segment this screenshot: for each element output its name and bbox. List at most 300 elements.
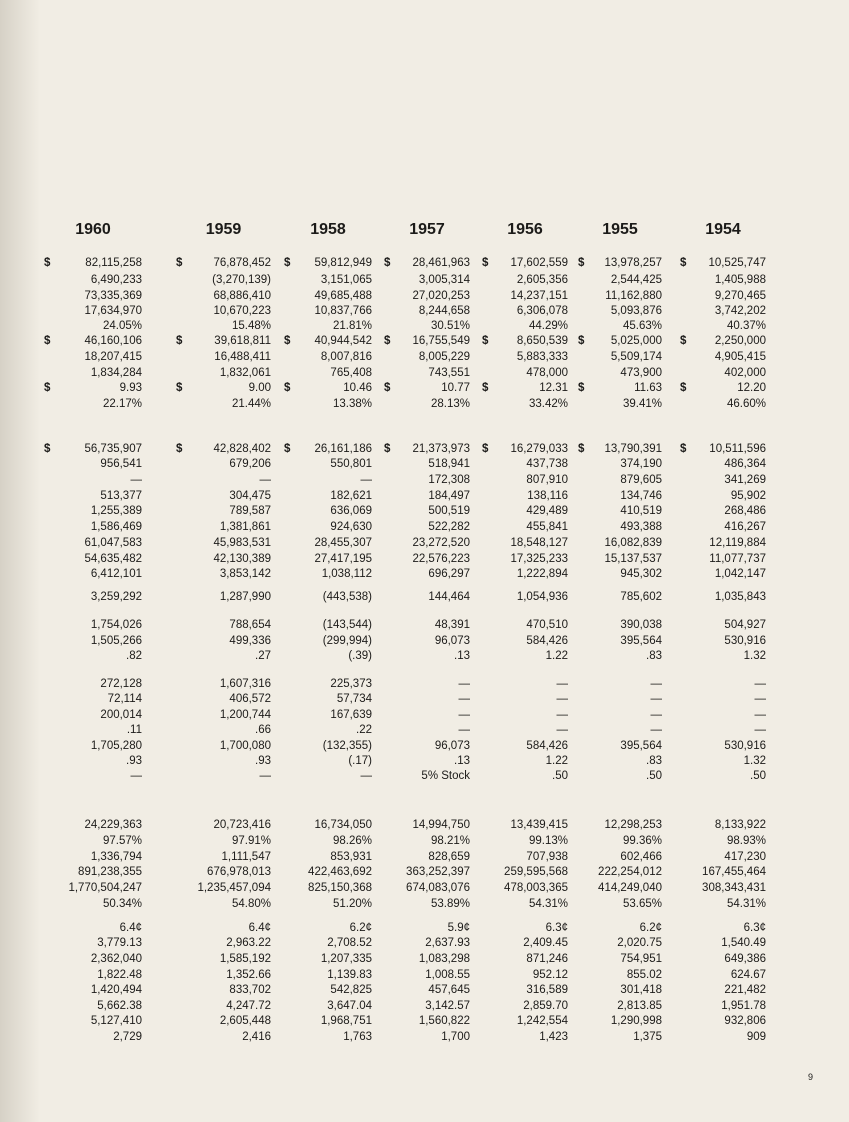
cell-value: 1,832,061 bbox=[219, 367, 271, 379]
table-cell bbox=[176, 397, 271, 411]
table-cell bbox=[578, 921, 662, 935]
cell-value: 53.65% bbox=[622, 898, 662, 910]
table-cell bbox=[176, 536, 271, 550]
table-cell bbox=[384, 754, 470, 768]
table-cell bbox=[578, 634, 662, 648]
cell-value: 825,150,368 bbox=[308, 882, 372, 894]
cell-value: 1,242,554 bbox=[516, 1015, 568, 1027]
table-cell bbox=[578, 366, 662, 380]
table-cell bbox=[44, 723, 142, 737]
cell-value: 12.20 bbox=[737, 382, 766, 394]
table-cell bbox=[680, 677, 766, 691]
cell-value: 16,755,549 bbox=[412, 335, 470, 347]
table-cell bbox=[578, 769, 662, 783]
cell-value: 5,662.38 bbox=[97, 1000, 142, 1012]
table-cell bbox=[384, 850, 470, 864]
table-cell bbox=[680, 618, 766, 632]
table-cell bbox=[284, 921, 372, 935]
cell-value: 500,519 bbox=[428, 505, 470, 517]
cell-value: 28.13% bbox=[430, 398, 470, 410]
table-cell bbox=[578, 881, 662, 895]
table-cell bbox=[176, 273, 271, 287]
table-cell bbox=[482, 677, 568, 691]
table-cell bbox=[284, 256, 372, 270]
cell-value: 40,944,542 bbox=[314, 335, 372, 347]
cell-value: 182,621 bbox=[330, 490, 372, 502]
cell-value: 57,734 bbox=[336, 693, 372, 705]
cell-value: 11.63 bbox=[634, 382, 662, 394]
table-cell bbox=[578, 520, 662, 534]
year-column-1958 bbox=[284, 0, 372, 1100]
cell-value: 1,235,457,094 bbox=[197, 882, 271, 894]
cell-value: 1,607,316 bbox=[219, 678, 271, 690]
table-cell bbox=[482, 334, 568, 348]
table-cell bbox=[284, 1014, 372, 1028]
table-cell bbox=[44, 552, 142, 566]
table-cell bbox=[482, 692, 568, 706]
table-cell bbox=[680, 708, 766, 722]
table-cell bbox=[44, 304, 142, 318]
cell-value: 6,490,233 bbox=[90, 274, 142, 286]
cell-value: 530,916 bbox=[724, 740, 766, 752]
table-cell bbox=[176, 304, 271, 318]
cell-value: 97.57% bbox=[102, 835, 142, 847]
table-cell bbox=[578, 936, 662, 950]
table-cell bbox=[176, 834, 271, 848]
cell-value: 5,883,333 bbox=[516, 351, 568, 363]
table-cell bbox=[44, 850, 142, 864]
dollar-sign: $ bbox=[44, 335, 51, 347]
cell-value: 134,746 bbox=[620, 490, 662, 502]
cell-value: 674,083,076 bbox=[406, 882, 470, 894]
cell-value: 22,576,223 bbox=[412, 553, 470, 565]
cell-value: 707,938 bbox=[526, 851, 568, 863]
table-cell bbox=[680, 952, 766, 966]
table-cell bbox=[578, 708, 662, 722]
cell-value: 6.4¢ bbox=[248, 922, 271, 934]
cell-value: 2,416 bbox=[242, 1031, 271, 1043]
cell-value: (443,538) bbox=[322, 591, 372, 603]
cell-value: 754,951 bbox=[620, 953, 662, 965]
cell-value: 486,364 bbox=[724, 458, 766, 470]
cell-value: 15.48% bbox=[231, 320, 271, 332]
table-cell bbox=[578, 442, 662, 456]
cell-value: 272,128 bbox=[100, 678, 142, 690]
cell-value: 24,229,363 bbox=[84, 819, 142, 831]
cell-value: 144,464 bbox=[428, 591, 470, 603]
cell-value: 374,190 bbox=[620, 458, 662, 470]
table-cell bbox=[680, 334, 766, 348]
cell-value: 5,025,000 bbox=[610, 335, 662, 347]
cell-value: 696,297 bbox=[428, 568, 470, 580]
table-cell bbox=[482, 708, 568, 722]
table-cell bbox=[384, 818, 470, 832]
table-cell bbox=[680, 881, 766, 895]
cell-value: 28,455,307 bbox=[314, 537, 372, 549]
table-cell bbox=[284, 677, 372, 691]
cell-value: 4,905,415 bbox=[714, 351, 766, 363]
table-cell bbox=[482, 649, 568, 663]
table-cell bbox=[176, 618, 271, 632]
dollar-sign: $ bbox=[482, 382, 489, 394]
cell-value: 10,670,223 bbox=[213, 305, 271, 317]
table-cell bbox=[578, 818, 662, 832]
cell-value: 9.00 bbox=[248, 382, 271, 394]
table-cell bbox=[284, 350, 372, 364]
table-cell bbox=[578, 865, 662, 879]
table-cell bbox=[284, 952, 372, 966]
table-cell bbox=[284, 381, 372, 395]
table-cell bbox=[44, 677, 142, 691]
table-cell bbox=[284, 304, 372, 318]
cell-value: 6.3¢ bbox=[545, 922, 568, 934]
cell-value: 167,639 bbox=[330, 709, 372, 721]
cell-value: 15,137,537 bbox=[604, 553, 662, 565]
table-cell bbox=[482, 850, 568, 864]
cell-value: 22.17% bbox=[102, 398, 142, 410]
cell-value: (132,355) bbox=[322, 740, 372, 752]
year-header: 1958 bbox=[310, 221, 346, 238]
table-cell bbox=[284, 834, 372, 848]
table-cell bbox=[680, 304, 766, 318]
cell-value: 259,595,568 bbox=[504, 866, 568, 878]
table-cell bbox=[176, 1014, 271, 1028]
dollar-sign: $ bbox=[176, 443, 183, 455]
table-cell bbox=[680, 552, 766, 566]
cell-value: 871,246 bbox=[526, 953, 568, 965]
cell-value: 13,790,391 bbox=[604, 443, 662, 455]
table-cell bbox=[384, 350, 470, 364]
table-cell bbox=[384, 442, 470, 456]
dollar-sign: $ bbox=[578, 335, 585, 347]
cell-value: 8,007,816 bbox=[320, 351, 372, 363]
cell-value: 414,249,040 bbox=[598, 882, 662, 894]
cell-value: 499,336 bbox=[229, 635, 271, 647]
table-cell bbox=[482, 504, 568, 518]
cell-value: 437,738 bbox=[526, 458, 568, 470]
table-cell bbox=[176, 520, 271, 534]
table-cell bbox=[44, 921, 142, 935]
cell-value: 225,373 bbox=[330, 678, 372, 690]
table-cell bbox=[176, 999, 271, 1013]
dollar-sign: $ bbox=[176, 382, 183, 394]
table-cell bbox=[176, 504, 271, 518]
cell-value: 649,386 bbox=[724, 953, 766, 965]
table-cell bbox=[482, 834, 568, 848]
cell-value: .83 bbox=[646, 650, 662, 662]
table-cell bbox=[578, 1014, 662, 1028]
year-header: 1959 bbox=[205, 221, 242, 238]
cell-value: 50.34% bbox=[102, 898, 142, 910]
table-cell bbox=[482, 865, 568, 879]
cell-value: — bbox=[360, 474, 372, 486]
table-cell bbox=[44, 897, 142, 911]
table-cell bbox=[176, 708, 271, 722]
cell-value: 46.60% bbox=[726, 398, 766, 410]
table-cell bbox=[384, 457, 470, 471]
table-cell bbox=[578, 489, 662, 503]
cell-value: 422,463,692 bbox=[308, 866, 372, 878]
cell-value: 909 bbox=[746, 1031, 766, 1043]
cell-value: 82,115,258 bbox=[85, 257, 142, 269]
cell-value: 6.4¢ bbox=[119, 922, 142, 934]
cell-value: 10.77 bbox=[441, 382, 470, 394]
table-cell bbox=[578, 590, 662, 604]
table-cell bbox=[44, 881, 142, 895]
dollar-sign: $ bbox=[578, 382, 585, 394]
table-cell bbox=[482, 590, 568, 604]
cell-value: 21,373,973 bbox=[412, 443, 470, 455]
table-cell bbox=[482, 304, 568, 318]
table-cell bbox=[680, 590, 766, 604]
table-cell bbox=[176, 881, 271, 895]
dollar-sign: $ bbox=[384, 382, 391, 394]
table-cell bbox=[384, 334, 470, 348]
cell-value: 13,439,415 bbox=[510, 819, 568, 831]
cell-value: 416,267 bbox=[724, 521, 766, 533]
year-column-1959 bbox=[176, 0, 271, 1100]
table-cell bbox=[482, 921, 568, 935]
table-cell bbox=[44, 397, 142, 411]
cell-value: 16,279,033 bbox=[510, 443, 568, 455]
table-cell bbox=[384, 1014, 470, 1028]
cell-value: 10,511,596 bbox=[709, 443, 766, 455]
table-cell bbox=[578, 457, 662, 471]
table-cell bbox=[284, 999, 372, 1013]
cell-value: 28,461,963 bbox=[412, 257, 470, 269]
table-cell bbox=[176, 739, 271, 753]
table-cell bbox=[482, 366, 568, 380]
cell-value: 98.26% bbox=[332, 835, 372, 847]
table-cell bbox=[384, 723, 470, 737]
table-cell bbox=[384, 999, 470, 1013]
cell-value: 5,509,174 bbox=[610, 351, 662, 363]
table-cell bbox=[384, 921, 470, 935]
cell-value: 61,047,583 bbox=[84, 537, 142, 549]
cell-value: 27,020,253 bbox=[412, 290, 470, 302]
table-cell bbox=[44, 952, 142, 966]
table-cell bbox=[680, 366, 766, 380]
table-cell bbox=[482, 397, 568, 411]
table-cell bbox=[44, 1030, 142, 1044]
cell-value: — bbox=[458, 724, 470, 736]
cell-value: 1,420,494 bbox=[90, 984, 142, 996]
table-cell bbox=[482, 936, 568, 950]
table-cell bbox=[578, 739, 662, 753]
table-cell bbox=[176, 381, 271, 395]
cell-value: 504,927 bbox=[724, 619, 766, 631]
table-cell bbox=[680, 850, 766, 864]
cell-value: 200,014 bbox=[100, 709, 142, 721]
table-cell bbox=[44, 504, 142, 518]
table-cell bbox=[482, 999, 568, 1013]
cell-value: 40.37% bbox=[726, 320, 766, 332]
table-cell bbox=[680, 999, 766, 1013]
cell-value: — bbox=[259, 770, 271, 782]
table-cell bbox=[482, 618, 568, 632]
dollar-sign: $ bbox=[44, 382, 51, 394]
cell-value: 17,602,559 bbox=[510, 257, 568, 269]
cell-value: 679,206 bbox=[229, 458, 271, 470]
table-cell bbox=[482, 457, 568, 471]
table-cell bbox=[680, 692, 766, 706]
table-cell bbox=[284, 273, 372, 287]
cell-value: 493,388 bbox=[620, 521, 662, 533]
cell-value: — bbox=[556, 678, 568, 690]
cell-value: 42,828,402 bbox=[213, 443, 271, 455]
table-cell bbox=[44, 567, 142, 581]
cell-value: 12.31 bbox=[539, 382, 568, 394]
cell-value: 39.41% bbox=[622, 398, 662, 410]
cell-value: 12,119,884 bbox=[709, 537, 766, 549]
cell-value: 6,412,101 bbox=[90, 568, 142, 580]
table-cell bbox=[578, 1030, 662, 1044]
table-cell bbox=[482, 536, 568, 550]
cell-value: 3,151,065 bbox=[320, 274, 372, 286]
cell-value: — bbox=[754, 693, 766, 705]
table-cell bbox=[284, 723, 372, 737]
cell-value: 6,306,078 bbox=[516, 305, 568, 317]
table-cell bbox=[578, 968, 662, 982]
table-cell bbox=[482, 381, 568, 395]
cell-value: 1,834,284 bbox=[90, 367, 142, 379]
table-cell bbox=[44, 649, 142, 663]
year-column-1955 bbox=[578, 0, 662, 1100]
cell-value: 3,853,142 bbox=[219, 568, 271, 580]
table-cell bbox=[578, 319, 662, 333]
cell-value: — bbox=[259, 474, 271, 486]
cell-value: 3,779.13 bbox=[97, 937, 142, 949]
table-cell bbox=[578, 289, 662, 303]
cell-value: 3,142.57 bbox=[425, 1000, 470, 1012]
table-cell bbox=[384, 1030, 470, 1044]
year-column-1954 bbox=[680, 0, 766, 1100]
cell-value: 1,336,794 bbox=[90, 851, 142, 863]
cell-value: 68,886,410 bbox=[213, 290, 271, 302]
cell-value: 6.2¢ bbox=[639, 922, 662, 934]
table-cell bbox=[578, 983, 662, 997]
table-cell bbox=[578, 552, 662, 566]
cell-value: 1,822.48 bbox=[97, 969, 142, 981]
table-cell bbox=[44, 739, 142, 753]
cell-value: — bbox=[130, 770, 142, 782]
cell-value: (299,994) bbox=[322, 635, 372, 647]
table-cell bbox=[384, 520, 470, 534]
table-cell bbox=[578, 567, 662, 581]
table-cell bbox=[384, 366, 470, 380]
table-cell bbox=[176, 350, 271, 364]
cell-value: 5,093,876 bbox=[610, 305, 662, 317]
table-cell bbox=[44, 834, 142, 848]
table-cell bbox=[384, 397, 470, 411]
table-cell bbox=[176, 567, 271, 581]
cell-value: 20,723,416 bbox=[213, 819, 271, 831]
table-cell bbox=[384, 256, 470, 270]
cell-value: 518,941 bbox=[428, 458, 470, 470]
table-cell bbox=[284, 590, 372, 604]
cell-value: 46,160,106 bbox=[84, 335, 142, 347]
table-cell bbox=[680, 489, 766, 503]
cell-value: 2,859.70 bbox=[523, 1000, 568, 1012]
cell-value: 54.80% bbox=[231, 898, 271, 910]
dollar-sign: $ bbox=[44, 257, 51, 269]
cell-value: 478,000 bbox=[526, 367, 568, 379]
table-cell bbox=[176, 754, 271, 768]
cell-value: .13 bbox=[454, 650, 470, 662]
cell-value: 13.38% bbox=[332, 398, 372, 410]
year-header: 1956 bbox=[507, 221, 543, 238]
cell-value: 1,560,822 bbox=[418, 1015, 470, 1027]
cell-value: 932,806 bbox=[724, 1015, 766, 1027]
table-cell bbox=[482, 256, 568, 270]
cell-value: 455,841 bbox=[526, 521, 568, 533]
table-cell bbox=[176, 936, 271, 950]
cell-value: 54.31% bbox=[528, 898, 568, 910]
cell-value: 3,742,202 bbox=[714, 305, 766, 317]
table-cell bbox=[482, 897, 568, 911]
table-cell bbox=[482, 818, 568, 832]
table-cell bbox=[578, 618, 662, 632]
cell-value: 23,272,520 bbox=[412, 537, 470, 549]
dollar-sign: $ bbox=[482, 257, 489, 269]
table-cell bbox=[482, 442, 568, 456]
table-cell bbox=[284, 567, 372, 581]
dollar-sign: $ bbox=[680, 257, 687, 269]
cell-value: 301,418 bbox=[620, 984, 662, 996]
cell-value: 1,700 bbox=[441, 1031, 470, 1043]
table-cell bbox=[284, 319, 372, 333]
table-cell bbox=[44, 634, 142, 648]
cell-value: 13,978,257 bbox=[604, 257, 662, 269]
table-cell bbox=[482, 1030, 568, 1044]
cell-value: 550,801 bbox=[330, 458, 372, 470]
table-cell bbox=[384, 304, 470, 318]
cell-value: 402,000 bbox=[724, 367, 766, 379]
cell-value: 1,951.78 bbox=[721, 1000, 766, 1012]
table-cell bbox=[680, 504, 766, 518]
cell-value: 9.93 bbox=[119, 382, 142, 394]
table-cell bbox=[578, 397, 662, 411]
cell-value: 308,343,431 bbox=[702, 882, 766, 894]
table-cell bbox=[384, 618, 470, 632]
table-cell bbox=[680, 865, 766, 879]
cell-value: 1,763 bbox=[343, 1031, 372, 1043]
table-cell bbox=[680, 289, 766, 303]
table-cell bbox=[176, 921, 271, 935]
dollar-sign: $ bbox=[284, 382, 291, 394]
cell-value: 2,020.75 bbox=[617, 937, 662, 949]
table-cell bbox=[680, 968, 766, 982]
table-cell bbox=[284, 1030, 372, 1044]
cell-value: 1,054,936 bbox=[516, 591, 568, 603]
table-cell bbox=[284, 897, 372, 911]
cell-value: 2,409.45 bbox=[523, 937, 568, 949]
year-header: 1957 bbox=[409, 221, 445, 238]
cell-value: 8,244,658 bbox=[418, 305, 470, 317]
dollar-sign: $ bbox=[578, 257, 585, 269]
table-cell bbox=[384, 983, 470, 997]
table-cell bbox=[176, 457, 271, 471]
table-cell bbox=[44, 457, 142, 471]
cell-value: — bbox=[556, 724, 568, 736]
cell-value: 1,008.55 bbox=[425, 969, 470, 981]
table-cell bbox=[176, 968, 271, 982]
cell-value: .27 bbox=[255, 650, 271, 662]
table-cell bbox=[44, 489, 142, 503]
table-cell bbox=[578, 999, 662, 1013]
cell-value: 53.89% bbox=[430, 898, 470, 910]
table-cell bbox=[44, 708, 142, 722]
